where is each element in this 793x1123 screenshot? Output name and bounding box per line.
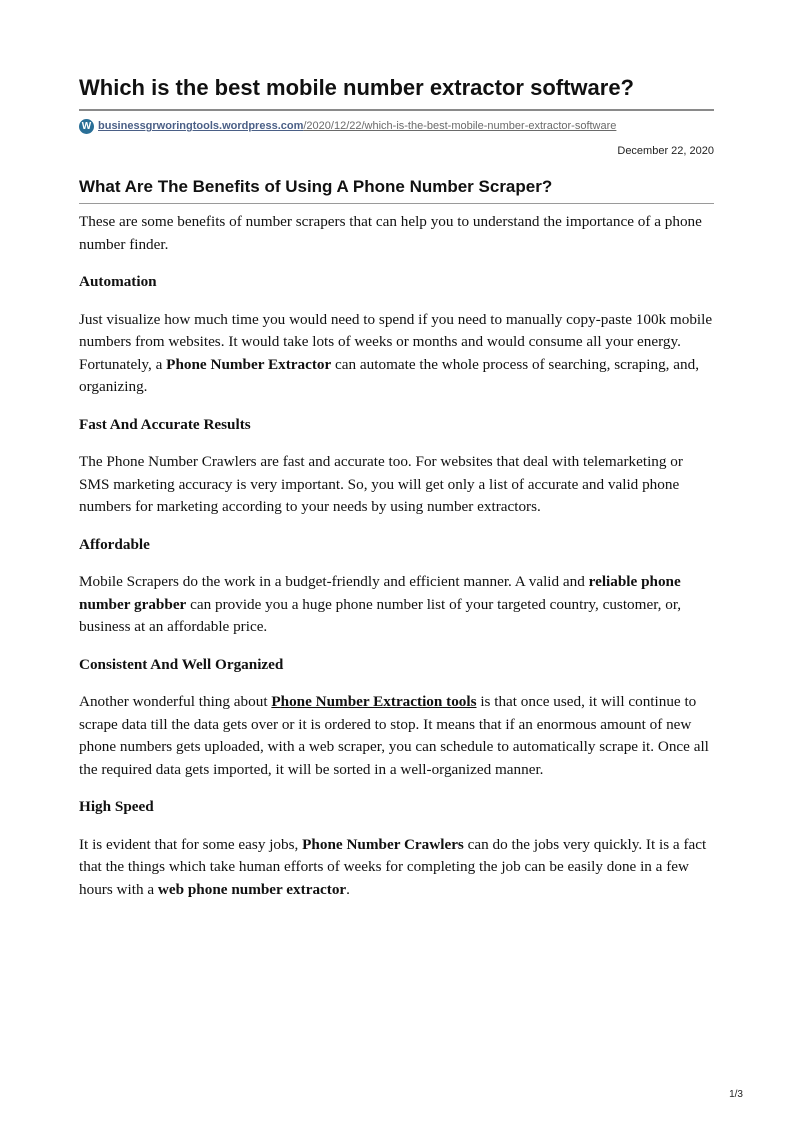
fast-heading: Fast And Accurate Results xyxy=(79,415,251,433)
speed-heading: High Speed xyxy=(79,798,154,815)
section-heading: What Are The Benefits of Using A Phone Number Scraper? xyxy=(79,177,553,196)
article-body xyxy=(79,211,714,916)
source-line xyxy=(79,117,714,135)
speed-bold-1: Phone Number Crawlers xyxy=(302,835,464,853)
article-title: Which is the best mobile number extractor software? xyxy=(79,75,634,100)
automation-bold-1: Phone Number Extractor xyxy=(166,355,332,373)
affordable-heading: Affordable xyxy=(79,535,150,553)
title-divider xyxy=(79,109,714,111)
extraction-tools-link[interactable]: Phone Number Extraction tools xyxy=(271,693,477,710)
consistent-paragraph xyxy=(79,691,714,781)
speed-text-1: It is evident that for some easy jobs, xyxy=(79,835,303,853)
speed-text-3: . xyxy=(346,880,350,898)
speed-text-2: can do the jobs very quickly. It is a fact that the things which take human efforts of weeks for completing the job can be easily done in a few hours with a xyxy=(79,835,707,898)
section-divider xyxy=(79,203,714,204)
affordable-text-1: Mobile Scrapers do the work in a budget-friendly and efficient manner. A valid and xyxy=(79,573,589,590)
automation-paragraph xyxy=(79,309,714,399)
speed-bold-2: web phone number extractor xyxy=(157,880,347,898)
publish-date: December 22, 2020 xyxy=(617,145,714,157)
affordable-paragraph xyxy=(79,571,714,639)
consistent-heading: Consistent And Well Organized xyxy=(79,655,284,673)
wordpress-icon: W xyxy=(79,119,94,134)
source-path-link[interactable]: /2020/12/22/which-is-the-best-mobile-number-extractor-software xyxy=(303,120,617,132)
intro-paragraph: These are some benefits of number scrapers that can help you to understand the importance of a phone number finder. xyxy=(79,213,702,253)
fast-paragraph: The Phone Number Crawlers are fast and accurate too. For websites that deal with telemarketing or SMS marketing accuracy is very important. So, you will get only a list of accurate and valid phone numbers for marketing according to your needs by using number extractors. xyxy=(79,453,683,515)
automation-text-2: can automate the whole process of searching, scraping, and, organizing. xyxy=(79,355,699,395)
affordable-bold-1: reliable phone number grabber xyxy=(79,573,681,613)
consistent-text-2: is that once used, it will continue to scrape data till the data gets over or it is ordered to stop. It means that if an enormous amount of new phone numbers gets uploaded, with a web scraper, you can schedule to automatically scrape it. Once all the required data gets imported, it will be sorted in a well-organized manner. xyxy=(79,693,709,778)
page-number: 1/3 xyxy=(729,1089,743,1100)
automation-text-1: Just visualize how much time you would need to spend if you need to manually copy-paste 100k mobile numbers from websites. It would take lots of weeks or months and would consume all your energy. Fortunately, a xyxy=(79,310,713,373)
automation-heading: Automation xyxy=(79,273,157,290)
affordable-text-2: can provide you a huge phone number list of your targeted country, customer, or, business at an affordable price. xyxy=(79,595,682,635)
source-domain-link[interactable]: businessgrworingtools.wordpress.com xyxy=(98,120,304,132)
consistent-text-1: Another wonderful thing about xyxy=(79,693,272,710)
speed-paragraph xyxy=(79,834,714,902)
